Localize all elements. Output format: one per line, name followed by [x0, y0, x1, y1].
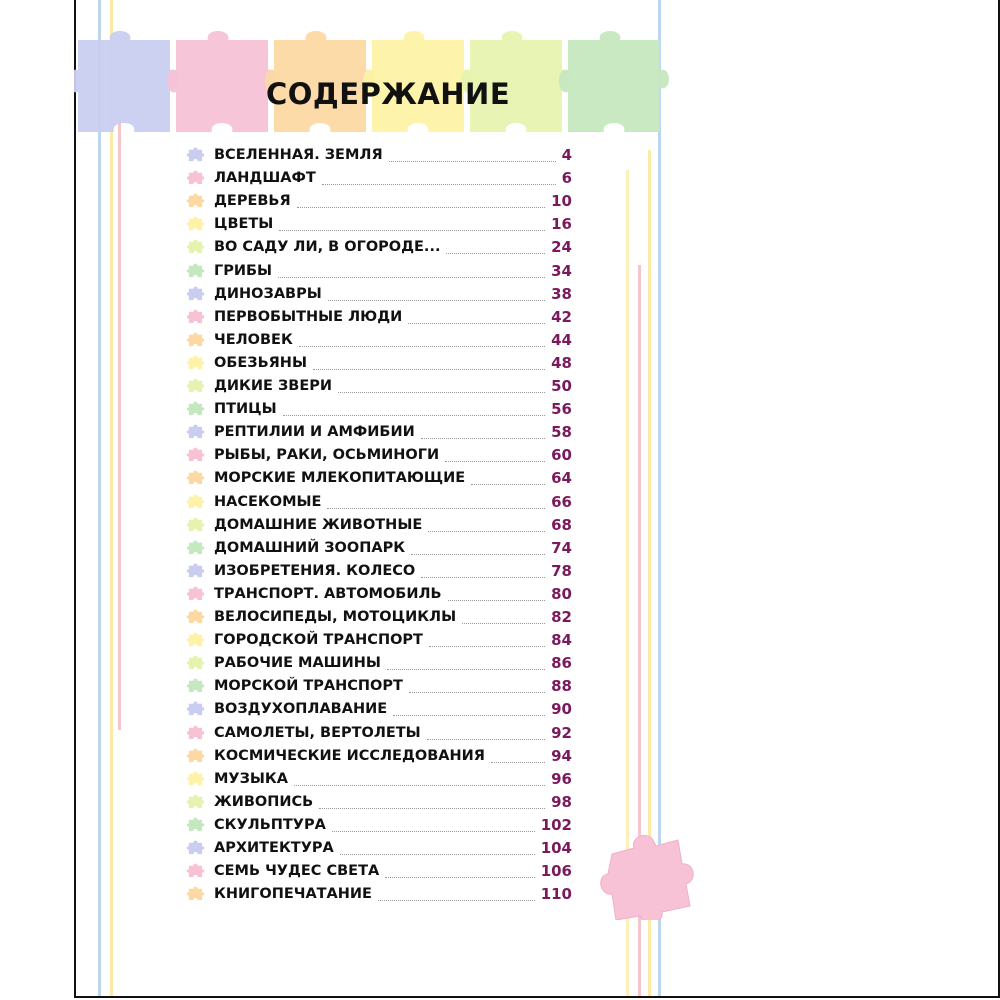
toc-item: [186, 306, 574, 328]
toc-page-number: 84: [551, 631, 572, 650]
toc-label: РЫБЫ, РАКИ, ОСЬМИНОГИ: [214, 447, 440, 464]
toc-leader-dots: [448, 600, 545, 601]
toc-leader-dots: [429, 646, 545, 647]
toc-item: [186, 236, 574, 258]
toc-page-number: 110: [540, 885, 572, 904]
toc-page-number: 56: [551, 400, 572, 419]
puzzle-piece-band-1: [74, 31, 179, 132]
toc-label: ДОМАШНИЕ ЖИВОТНЫЕ: [214, 516, 423, 533]
puzzle-piece-icon: [186, 584, 205, 603]
toc-item: [186, 398, 574, 420]
toc-label: ПЕРВОБЫТНЫЕ ЛЮДИ: [214, 308, 403, 325]
puzzle-piece-icon: [186, 861, 205, 880]
toc-leader-dots: [278, 277, 545, 278]
puzzle-piece-icon: [186, 515, 205, 534]
puzzle-piece-icon: [186, 792, 205, 811]
puzzle-piece-icon: [186, 630, 205, 649]
toc-leader-dots: [427, 739, 545, 740]
puzzle-piece-icon: [186, 399, 205, 418]
toc-leader-dots: [338, 392, 545, 393]
toc-leader-dots: [428, 531, 545, 532]
toc-label: ЧЕЛОВЕК: [214, 331, 293, 348]
toc-label: ЖИВОПИСЬ: [214, 793, 314, 810]
toc-label: ИЗОБРЕТЕНИЯ. КОЛЕСО: [214, 562, 416, 579]
puzzle-piece-icon: [186, 284, 205, 303]
toc-page-number: 68: [551, 515, 572, 534]
toc-label: НАСЕКОМЫЕ: [214, 493, 322, 510]
puzzle-piece-band-2: [167, 31, 277, 132]
toc-label: ВОЗДУХОПЛАВАНИЕ: [214, 701, 388, 718]
toc-item: [186, 722, 574, 744]
toc-leader-dots: [385, 877, 535, 878]
toc-item: [186, 745, 574, 767]
toc-leader-dots: [445, 461, 545, 462]
toc-label: ДИНОЗАВРЫ: [214, 285, 322, 302]
toc-item: [186, 444, 574, 466]
toc-item: [186, 698, 574, 720]
toc-page-number: 64: [551, 469, 572, 488]
page-title: СОДЕРЖАНИЕ: [266, 77, 511, 111]
puzzle-piece-icon: [186, 307, 205, 326]
toc-page-number: 24: [551, 238, 572, 257]
toc-page-number: 80: [551, 584, 572, 603]
toc-page-number: 10: [551, 192, 572, 211]
toc-item: [186, 467, 574, 489]
toc-label: МОРСКИЕ МЛЕКОПИТАЮЩИЕ: [214, 470, 466, 487]
toc-page-number: 42: [551, 307, 572, 326]
toc-label: КОСМИЧЕСКИЕ ИССЛЕДОВАНИЯ: [214, 747, 485, 764]
puzzle-piece-icon: [186, 815, 205, 834]
puzzle-piece-icon: [186, 353, 205, 372]
toc-item: [186, 791, 574, 813]
toc-page-number: 96: [551, 769, 572, 788]
toc-item: [186, 606, 574, 628]
puzzle-piece-icon: [186, 607, 205, 626]
toc-item: [186, 329, 574, 351]
toc-leader-dots: [411, 554, 545, 555]
puzzle-piece-icon: [186, 376, 205, 395]
toc-leader-dots: [299, 346, 545, 347]
page-left-edge: [74, 0, 76, 998]
toc-page-number: 90: [551, 700, 572, 719]
toc-leader-dots: [409, 692, 545, 693]
toc-item: [186, 352, 574, 374]
toc-page-number: 58: [551, 423, 572, 442]
toc-page-number: 16: [551, 215, 572, 234]
toc-leader-dots: [378, 900, 535, 901]
decor-line-pink-left: [118, 120, 121, 730]
toc-label: САМОЛЕТЫ, ВЕРТОЛЕТЫ: [214, 724, 421, 741]
toc-leader-dots: [322, 184, 556, 185]
toc-item: [186, 768, 574, 790]
toc-page-number: 74: [551, 538, 572, 557]
toc-label: ДИКИЕ ЗВЕРИ: [214, 378, 333, 394]
toc-leader-dots: [471, 484, 545, 485]
toc-leader-dots: [462, 623, 545, 624]
toc-leader-dots: [491, 762, 545, 763]
toc-label: ПТИЦЫ: [214, 401, 277, 418]
toc-label: СКУЛЬПТУРА: [214, 816, 326, 833]
puzzle-piece-icon: [186, 746, 205, 765]
toc-label: ДОМАШНИЙ ЗООПАРК: [214, 539, 406, 556]
puzzle-piece-icon: [186, 445, 205, 464]
toc-label: ДЕРЕВЬЯ: [214, 193, 291, 210]
toc-item: [186, 167, 574, 189]
puzzle-piece-icon: [186, 145, 205, 164]
toc-label: МУЗЫКА: [214, 770, 289, 787]
toc-leader-dots: [332, 831, 535, 832]
toc-leader-dots: [387, 669, 545, 670]
toc-page-number: 98: [551, 792, 572, 811]
puzzle-piece-icon: [186, 422, 205, 441]
toc-item: [186, 375, 574, 397]
toc-leader-dots: [421, 577, 545, 578]
toc-page-number: 60: [551, 446, 572, 465]
toc-item: [186, 583, 574, 605]
toc-item: [186, 421, 574, 443]
toc-leader-dots: [389, 161, 556, 162]
puzzle-piece-icon: [186, 330, 205, 349]
puzzle-piece-icon: [186, 168, 205, 187]
toc-leader-dots: [283, 415, 545, 416]
puzzle-piece-icon: [186, 699, 205, 718]
toc-label: РАБОЧИЕ МАШИНЫ: [214, 655, 381, 672]
toc-leader-dots: [297, 207, 545, 208]
toc-item: [186, 883, 574, 905]
toc-page-number: 4: [561, 146, 572, 164]
toc-page-number: 82: [551, 608, 572, 626]
toc-item: [186, 283, 574, 305]
toc-label: РЕПТИЛИИ И АМФИБИИ: [214, 424, 415, 441]
decor-line-yellow-left: [110, 0, 113, 996]
toc-leader-dots: [328, 300, 545, 301]
toc-leader-dots: [393, 715, 545, 716]
puzzle-piece-icon: [186, 237, 205, 256]
toc-label: СЕМЬ ЧУДЕС СВЕТА: [214, 863, 380, 880]
puzzle-piece-icon: [186, 538, 205, 557]
toc-label: ВЕЛОСИПЕДЫ, МОТОЦИКЛЫ: [214, 609, 457, 625]
toc-label: МОРСКОЙ ТРАНСПОРТ: [214, 678, 403, 695]
toc-leader-dots: [313, 369, 545, 370]
toc-page-number: 50: [551, 377, 572, 395]
toc-label: АРХИТЕКТУРА: [214, 840, 334, 856]
toc-label: ТРАНСПОРТ. АВТОМОБИЛЬ: [214, 585, 442, 602]
toc-leader-dots: [421, 438, 545, 439]
toc-leader-dots: [279, 230, 545, 231]
toc-label: КНИГОПЕЧАТАНИЕ: [214, 886, 372, 903]
toc-page-number: 6: [561, 169, 572, 188]
puzzle-piece-icon: [186, 769, 205, 788]
toc-page-number: 86: [551, 654, 572, 673]
toc-item: [186, 860, 574, 882]
puzzle-piece-icon: [186, 468, 205, 487]
toc-page-number: 94: [551, 746, 572, 765]
toc-item: [186, 675, 574, 697]
toc-item: [186, 837, 574, 859]
toc-item: [186, 652, 574, 674]
puzzle-piece-icon: [186, 561, 205, 580]
puzzle-piece-icon: [186, 884, 205, 903]
puzzle-piece-icon: [186, 723, 205, 742]
toc-leader-dots: [446, 253, 545, 254]
toc-label: ВО САДУ ЛИ, В ОГОРОДЕ...: [214, 239, 441, 256]
toc-item: [186, 629, 574, 651]
puzzle-piece-icon: [186, 191, 205, 210]
toc-page-number: 102: [540, 815, 572, 834]
toc-label: ГОРОДСКОЙ ТРАНСПОРТ: [214, 632, 423, 649]
toc-item: [186, 560, 574, 582]
puzzle-piece-icon: [186, 653, 205, 672]
toc-label: ЦВЕТЫ: [214, 216, 274, 233]
puzzle-piece-icon: [186, 261, 205, 280]
page-bottom-edge: [74, 996, 1000, 998]
toc-leader-dots: [294, 785, 545, 786]
puzzle-piece-icon: [186, 492, 205, 511]
puzzle-piece-icon: [186, 838, 205, 857]
toc-item: [186, 144, 574, 166]
corner-puzzle-piece-icon: [594, 828, 696, 920]
toc-page-number: 106: [540, 862, 572, 881]
toc-item: [186, 491, 574, 513]
toc-page-number: 44: [551, 330, 572, 349]
toc-page-number: 92: [551, 723, 572, 742]
toc-item: [186, 537, 574, 559]
toc-item: [186, 190, 574, 212]
toc-label: ГРИБЫ: [214, 262, 273, 279]
toc-page-number: 34: [551, 261, 572, 280]
puzzle-piece-icon: [186, 214, 205, 233]
toc-leader-dots: [327, 508, 545, 509]
toc-item: [186, 814, 574, 836]
toc-leader-dots: [340, 854, 535, 855]
decor-line-blue-left: [98, 0, 101, 996]
toc-item: [186, 213, 574, 235]
toc-item: [186, 514, 574, 536]
toc-page-number: 38: [551, 284, 572, 303]
toc-page-number: 66: [551, 492, 572, 511]
puzzle-piece-icon: [186, 676, 205, 695]
toc-leader-dots: [319, 808, 545, 809]
toc-label: ОБЕЗЬЯНЫ: [214, 354, 307, 371]
puzzle-piece-band-6: [559, 31, 669, 132]
toc-page-number: 104: [540, 839, 572, 857]
toc-item: [186, 260, 574, 282]
toc-page-number: 78: [551, 561, 572, 580]
toc-page-number: 88: [551, 677, 572, 696]
toc-page-number: 48: [551, 353, 572, 372]
toc-label: ВСЕЛЕННАЯ. ЗЕМЛЯ: [214, 147, 383, 163]
toc-leader-dots: [408, 323, 545, 324]
toc-label: ЛАНДШАФТ: [214, 170, 316, 187]
